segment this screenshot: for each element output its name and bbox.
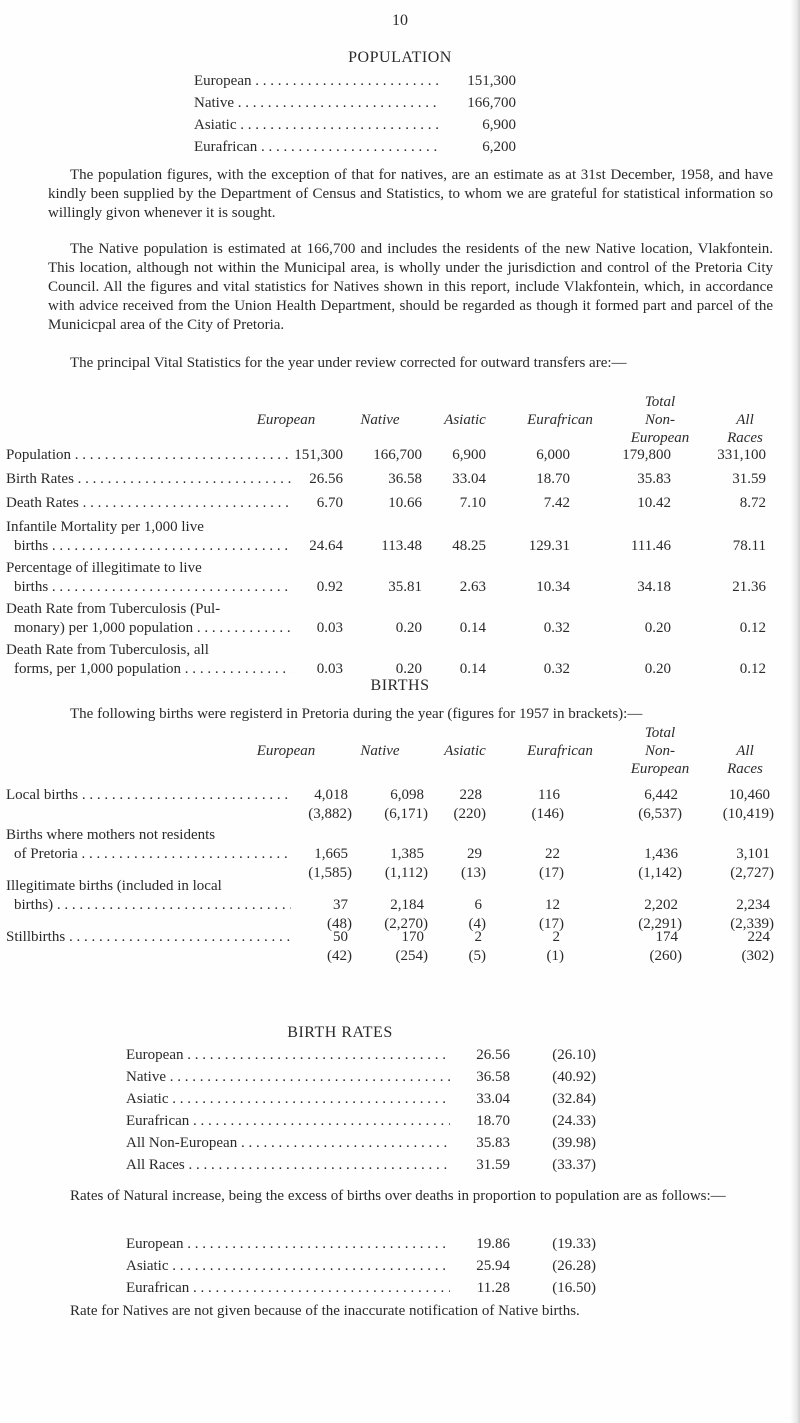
table-cell: 224 [747, 929, 770, 945]
birth-rates-list [126, 1047, 596, 1179]
table-cell: 26.56 [309, 471, 343, 487]
list-label: Native . . . [126, 1069, 450, 1086]
row-label [6, 826, 291, 864]
table-cell: 151,300 [294, 447, 343, 463]
native-population-paragraph [48, 240, 773, 335]
population-value: 6,200 [482, 139, 516, 155]
row-label-text: Stillbirths . . . [6, 928, 291, 947]
table-cell-previous-year: (1,142) [638, 865, 682, 881]
table-cell: 33.04 [452, 471, 486, 487]
table-cell: 4,018 [314, 787, 348, 803]
table-cell-previous-year: (48) [327, 916, 352, 932]
table-cell-previous-year: (254) [395, 948, 428, 964]
natural-increase-list [126, 1236, 596, 1302]
table-cell-previous-year: (13) [461, 865, 486, 881]
table-cell-previous-year: (1,585) [308, 865, 352, 881]
row-label [6, 470, 291, 489]
births-heading: BIRTHS [370, 677, 430, 694]
table-cell: 35.81 [388, 579, 422, 595]
col-header-european: European [256, 743, 316, 759]
natural-increase-intro [48, 1187, 773, 1206]
table-cell-previous-year: (220) [453, 806, 486, 822]
natives-note [48, 1302, 773, 1321]
row-label-line: Percentage of illegitimate to live [6, 560, 202, 576]
col-header-asiatic: Asiatic [444, 743, 486, 759]
row-label [6, 559, 291, 597]
row-label-line: Death Rate from Tuberculosis (Pul- [6, 601, 221, 617]
list-row [126, 1069, 596, 1091]
table-cell-previous-year: (146) [531, 806, 564, 822]
row-label [6, 446, 291, 465]
list-label: Asiatic . . . [126, 1258, 450, 1275]
table-cell: 0.32 [543, 661, 570, 677]
list-previous-value: (26.28) [552, 1258, 596, 1274]
table-cell: 0.14 [459, 620, 486, 636]
row-label [6, 928, 291, 947]
paragraph-text: The following births were registerd in Pretoria during the year (figures for 1957 in brackets):— [70, 706, 643, 722]
table-cell: 166,700 [373, 447, 422, 463]
list-label: All Races . . . [126, 1157, 450, 1174]
table-cell: 29 [467, 846, 482, 862]
table-cell: 2,184 [390, 897, 424, 913]
table-cell-previous-year: (10,419) [722, 806, 774, 822]
vital-statistics-intro [48, 354, 773, 373]
col-header-all-races [705, 411, 785, 447]
table-cell: 10.42 [637, 495, 671, 511]
table-cell: 116 [538, 787, 560, 803]
paragraph-text: The population figures, with the exception of that for natives, are an estimate as at 31st December, 1958, and have kindly been supplied by the Department of Census and Statistics, to whom we are grateful for statistical information so willingly givon whenever it is sought. [48, 167, 773, 221]
table-cell: 0.92 [316, 579, 343, 595]
table-cell: 35.83 [637, 471, 671, 487]
col-header-eurafrican: Eurafrican [527, 412, 593, 428]
population-note-paragraph [48, 166, 773, 223]
list-value: 31.59 [476, 1157, 510, 1173]
list-previous-value: (32.84) [552, 1091, 596, 1107]
col-header-line: Non- [645, 412, 675, 428]
list-previous-value: (26.10) [552, 1047, 596, 1063]
paragraph-text: The Native population is estimated at 166,700 and includes the residents of the new Native location, Vlakfontein. This location, although not within the Municipal area, is wholly under the jurisdiction and control of the Pretoria City Council. All the figures and vital statistics for Natives shown in this report, include Vlakfontein, which, in accordance with advice received from the Union Health Department, should be regarded as though it formed part and parcel of the Municicpal area of the City of Pretoria. [48, 241, 773, 333]
table-cell: 22 [545, 846, 560, 862]
table-cell-previous-year: (42) [327, 948, 352, 964]
row-label-line: Death Rate from Tuberculosis, all [6, 642, 209, 658]
list-row [126, 1280, 596, 1302]
list-label: All Non-European . . . [126, 1135, 450, 1152]
list-value: 19.86 [476, 1236, 510, 1252]
list-label: Eurafrican . . . [126, 1113, 450, 1130]
table-cell: 129.31 [528, 538, 570, 554]
table-cell: 0.20 [644, 661, 671, 677]
table-cell: 8.72 [739, 495, 766, 511]
table-cell: 0.20 [644, 620, 671, 636]
table-cell-previous-year: (3,882) [308, 806, 352, 822]
table-cell: 6 [474, 897, 482, 913]
table-cell-previous-year: (5) [468, 948, 486, 964]
table-cell: 24.64 [309, 538, 343, 554]
table-cell-previous-year: (1,112) [384, 865, 428, 881]
table-cell: 18.70 [536, 471, 570, 487]
page-number: 10 [392, 12, 408, 29]
population-row [194, 73, 516, 95]
table-cell: 2 [474, 929, 482, 945]
list-previous-value: (19.33) [552, 1236, 596, 1252]
row-label-text: Population . . . [6, 446, 291, 465]
table-cell: 0.20 [395, 620, 422, 636]
table-cell: 1,436 [644, 846, 678, 862]
table-cell: 6,442 [644, 787, 678, 803]
table-cell-previous-year: (302) [741, 948, 774, 964]
list-value: 18.70 [476, 1113, 510, 1129]
table-cell: 6,000 [536, 447, 570, 463]
table-cell: 0.14 [459, 661, 486, 677]
list-row [126, 1047, 596, 1069]
table-cell: 0.12 [739, 620, 766, 636]
table-cell: 78.11 [732, 538, 766, 554]
population-label: Native . . . [194, 95, 441, 112]
row-label-line: Infantile Mortality per 1,000 live [6, 519, 204, 535]
row-label-line [6, 446, 291, 465]
row-label-text: monary) per 1,000 population . . . . . [14, 619, 291, 638]
row-label [6, 494, 291, 513]
row-label-text: births) . . . [14, 896, 291, 915]
paragraph-text: The principal Vital Statistics for the year under review corrected for outward transfers are:— [70, 355, 627, 371]
list-previous-value: (16.50) [552, 1280, 596, 1296]
population-label: European . . . [194, 73, 441, 90]
table-cell: 6,900 [452, 447, 486, 463]
birth-rates-heading: BIRTH RATES [287, 1024, 393, 1041]
table-cell-previous-year: (2,291) [638, 916, 682, 932]
table-cell-previous-year: (2,339) [730, 916, 774, 932]
table-cell: 331,100 [717, 447, 766, 463]
row-label-line [6, 578, 291, 597]
table-cell: 111.46 [630, 538, 671, 554]
row-label [6, 600, 291, 638]
row-label-line [6, 619, 291, 638]
table-cell-previous-year: (17) [539, 916, 564, 932]
table-cell-previous-year: (6,537) [638, 806, 682, 822]
row-label-line [6, 845, 291, 864]
row-label [6, 877, 291, 915]
list-previous-value: (40.92) [552, 1069, 596, 1085]
row-label-text: of Pretoria . . . [14, 845, 291, 864]
col-header-all-races [705, 742, 785, 778]
table-cell: 228 [459, 787, 482, 803]
table-cell: 2,234 [736, 897, 770, 913]
list-value: 11.28 [476, 1280, 510, 1296]
population-list [194, 73, 516, 161]
col-header-line: Total [644, 725, 676, 741]
table-cell: 174 [655, 929, 678, 945]
list-previous-value: (39.98) [552, 1135, 596, 1151]
table-cell: 179,800 [622, 447, 671, 463]
row-label [6, 518, 291, 556]
row-label-text: Birth Rates . . . [6, 470, 291, 489]
list-label: European . . . [126, 1047, 450, 1064]
col-header-line: European [630, 430, 690, 446]
table-cell: 1,385 [390, 846, 424, 862]
row-label-line [6, 928, 291, 947]
col-header-european: European [256, 412, 316, 428]
list-value: 26.56 [476, 1047, 510, 1063]
paragraph-text: Rates of Natural increase, being the excess of births over deaths in proportion to population are as follows:— [70, 1188, 726, 1204]
population-value: 151,300 [467, 73, 516, 89]
page-edge-shadow [790, 0, 800, 1423]
table-cell: 3,101 [736, 846, 770, 862]
col-header-line: Total [644, 394, 676, 410]
row-label-text: births . . . [14, 578, 291, 597]
col-header-line: Races [727, 761, 763, 777]
table-cell: 21.36 [732, 579, 766, 595]
table-cell: 0.03 [316, 620, 343, 636]
col-header-line: All [736, 412, 754, 428]
population-row [194, 139, 516, 161]
table-cell: 48.25 [452, 538, 486, 554]
list-value: 25.94 [476, 1258, 510, 1274]
population-row [194, 117, 516, 139]
list-row [126, 1091, 596, 1113]
table-cell: 50 [333, 929, 348, 945]
table-cell: 6,098 [390, 787, 424, 803]
row-label-line: Births where mothers not residents [6, 827, 216, 843]
col-header-line: All [736, 743, 754, 759]
table-cell: 10.34 [536, 579, 570, 595]
population-label: Asiatic . . . [194, 117, 441, 134]
row-label-text: Death Rates . . . [6, 494, 291, 513]
row-label-line [6, 470, 291, 489]
row-label-text: births . . . [14, 537, 291, 556]
col-header-total-non-european [610, 393, 710, 447]
list-value: 35.83 [476, 1135, 510, 1151]
list-value: 36.58 [476, 1069, 510, 1085]
list-label: Asiatic . . . [126, 1091, 450, 1108]
list-row [126, 1113, 596, 1135]
table-cell-previous-year: (2,270) [384, 916, 428, 932]
col-header-eurafrican: Eurafrican [527, 743, 593, 759]
row-label-line [6, 896, 291, 915]
row-label-line [6, 786, 291, 805]
table-cell: 0.20 [395, 661, 422, 677]
table-cell: 37 [333, 897, 348, 913]
table-cell: 7.42 [543, 495, 570, 511]
list-row [126, 1135, 596, 1157]
list-row [126, 1157, 596, 1179]
table-cell-previous-year: (1) [546, 948, 564, 964]
table-cell-previous-year: (260) [649, 948, 682, 964]
table-cell: 2.63 [459, 579, 486, 595]
col-header-line: European [630, 761, 690, 777]
row-label [6, 786, 291, 805]
table-cell: 34.18 [637, 579, 671, 595]
col-header-native: Native [360, 743, 400, 759]
table-cell: 0.32 [543, 620, 570, 636]
table-cell: 36.58 [388, 471, 422, 487]
table-cell: 6.70 [316, 495, 343, 511]
col-header-line: Races [727, 430, 763, 446]
table-cell: 170 [401, 929, 424, 945]
population-heading: POPULATION [348, 49, 452, 66]
population-label: Eurafrican . . . [194, 139, 441, 156]
population-value: 6,900 [482, 117, 516, 133]
paragraph-text: Rate for Natives are not given because of the inaccurate notification of Native births. [70, 1303, 580, 1319]
list-label: Eurafrican . . . [126, 1280, 450, 1297]
list-value: 33.04 [476, 1091, 510, 1107]
population-row [194, 95, 516, 117]
table-cell: 2 [552, 929, 560, 945]
list-row [126, 1258, 596, 1280]
row-label-line [6, 494, 291, 513]
list-label: European . . . [126, 1236, 450, 1253]
table-cell: 10.66 [388, 495, 422, 511]
births-intro [48, 705, 773, 724]
table-cell: 113.48 [381, 538, 422, 554]
col-header-asiatic: Asiatic [444, 412, 486, 428]
table-cell-previous-year: (17) [539, 865, 564, 881]
row-label-text: forms, per 1,000 population . . . . . [14, 660, 291, 679]
list-previous-value: (33.37) [552, 1157, 596, 1173]
population-value: 166,700 [467, 95, 516, 111]
table-cell: 1,665 [314, 846, 348, 862]
table-cell: 2,202 [644, 897, 678, 913]
table-cell-previous-year: (2,727) [730, 865, 774, 881]
col-header-line: Non- [645, 743, 675, 759]
table-cell: 10,460 [728, 787, 770, 803]
table-cell: 7.10 [459, 495, 486, 511]
list-previous-value: (24.33) [552, 1113, 596, 1129]
table-cell-previous-year: (4) [468, 916, 486, 932]
table-cell: 0.12 [739, 661, 766, 677]
col-header-total-non-european [610, 724, 710, 778]
table-cell-previous-year: (6,171) [384, 806, 428, 822]
table-cell: 31.59 [732, 471, 766, 487]
row-label [6, 641, 291, 679]
list-row [126, 1236, 596, 1258]
row-label-text: Local births . . . [6, 786, 291, 805]
row-label-line: Illegitimate births (included in local [6, 878, 222, 894]
table-cell: 12 [545, 897, 560, 913]
table-cell: 0.03 [316, 661, 343, 677]
row-label-line [6, 537, 291, 556]
col-header-native: Native [360, 412, 400, 428]
